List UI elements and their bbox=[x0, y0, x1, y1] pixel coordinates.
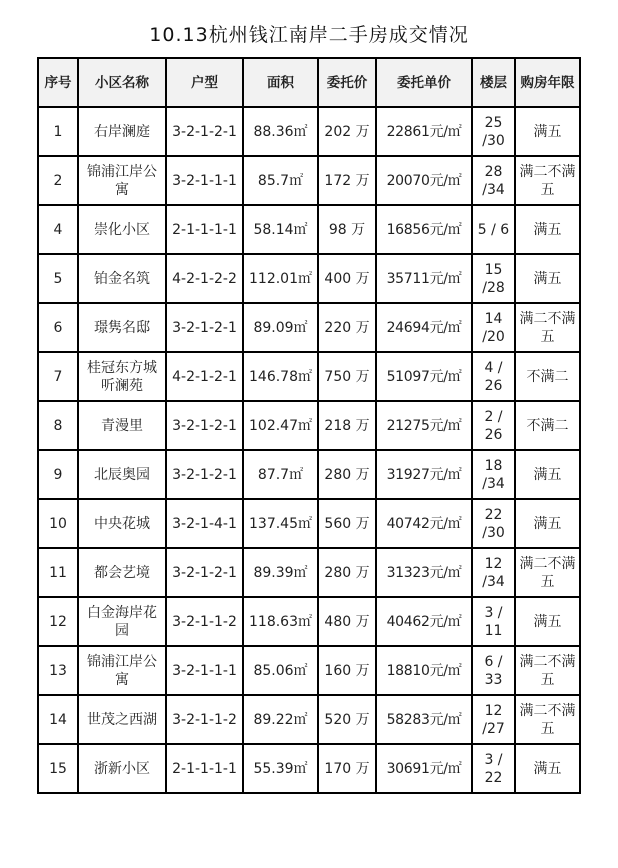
cell-index: 1 bbox=[38, 107, 78, 156]
cell-unit-price: 35711元/㎡ bbox=[376, 254, 472, 303]
header-community-name: 小区名称 bbox=[78, 58, 166, 107]
cell-listing-price: 480 万 bbox=[318, 597, 376, 646]
cell-layout: 3-2-1-1-1 bbox=[166, 156, 243, 205]
cell-index: 5 bbox=[38, 254, 78, 303]
cell-index: 10 bbox=[38, 499, 78, 548]
cell-floor: 3 / 22 bbox=[472, 744, 515, 793]
table-row bbox=[38, 401, 580, 450]
cell-listing-price: 520 万 bbox=[318, 695, 376, 744]
cell-unit-price: 31323元/㎡ bbox=[376, 548, 472, 597]
cell-unit-price: 20070元/㎡ bbox=[376, 156, 472, 205]
cell-area: 87.7㎡ bbox=[243, 450, 318, 499]
cell-holding-period: 满五 bbox=[515, 254, 580, 303]
cell-listing-price: 218 万 bbox=[318, 401, 376, 450]
cell-community-name: 浙新小区 bbox=[78, 744, 166, 793]
cell-area: 118.63㎡ bbox=[243, 597, 318, 646]
cell-holding-period: 满五 bbox=[515, 107, 580, 156]
cell-index: 8 bbox=[38, 401, 78, 450]
cell-layout: 3-2-1-2-1 bbox=[166, 401, 243, 450]
cell-holding-period: 满二不满五 bbox=[515, 156, 580, 205]
cell-layout: 4-2-1-2-1 bbox=[166, 352, 243, 401]
cell-floor: 4 / 26 bbox=[472, 352, 515, 401]
cell-floor: 22 /30 bbox=[472, 499, 515, 548]
cell-listing-price: 202 万 bbox=[318, 107, 376, 156]
cell-area: 112.01㎡ bbox=[243, 254, 318, 303]
cell-unit-price: 40742元/㎡ bbox=[376, 499, 472, 548]
cell-community-name: 崇化小区 bbox=[78, 205, 166, 254]
cell-community-name: 北辰奥园 bbox=[78, 450, 166, 499]
header-unit-price: 委托单价 bbox=[376, 58, 472, 107]
cell-layout: 3-2-1-4-1 bbox=[166, 499, 243, 548]
table-row bbox=[38, 303, 580, 352]
cell-community-name: 青漫里 bbox=[78, 401, 166, 450]
cell-listing-price: 220 万 bbox=[318, 303, 376, 352]
cell-unit-price: 16856元/㎡ bbox=[376, 205, 472, 254]
cell-holding-period: 满五 bbox=[515, 597, 580, 646]
cell-layout: 3-2-1-1-2 bbox=[166, 597, 243, 646]
cell-layout: 3-2-1-2-1 bbox=[166, 303, 243, 352]
cell-floor: 5 / 6 bbox=[472, 205, 515, 254]
cell-community-name: 世茂之西湖 bbox=[78, 695, 166, 744]
cell-listing-price: 750 万 bbox=[318, 352, 376, 401]
cell-listing-price: 170 万 bbox=[318, 744, 376, 793]
cell-unit-price: 40462元/㎡ bbox=[376, 597, 472, 646]
cell-layout: 3-2-1-1-2 bbox=[166, 695, 243, 744]
cell-layout: 3-2-1-2-1 bbox=[166, 548, 243, 597]
table-row bbox=[38, 695, 580, 744]
cell-community-name: 右岸澜庭 bbox=[78, 107, 166, 156]
cell-index: 7 bbox=[38, 352, 78, 401]
cell-unit-price: 18810元/㎡ bbox=[376, 646, 472, 695]
cell-area: 85.7㎡ bbox=[243, 156, 318, 205]
cell-holding-period: 不满二 bbox=[515, 401, 580, 450]
table-row bbox=[38, 597, 580, 646]
header-layout: 户型 bbox=[166, 58, 243, 107]
cell-listing-price: 560 万 bbox=[318, 499, 376, 548]
cell-index: 14 bbox=[38, 695, 78, 744]
table-row bbox=[38, 205, 580, 254]
cell-index: 12 bbox=[38, 597, 78, 646]
cell-floor: 14 /20 bbox=[472, 303, 515, 352]
cell-area: 89.22㎡ bbox=[243, 695, 318, 744]
cell-index: 15 bbox=[38, 744, 78, 793]
cell-floor: 2 / 26 bbox=[472, 401, 515, 450]
cell-layout: 4-2-1-2-2 bbox=[166, 254, 243, 303]
cell-community-name: 都会艺境 bbox=[78, 548, 166, 597]
cell-layout: 2-1-1-1-1 bbox=[166, 744, 243, 793]
transactions-table bbox=[37, 57, 581, 794]
cell-layout: 3-2-1-2-1 bbox=[166, 450, 243, 499]
table-row bbox=[38, 450, 580, 499]
cell-area: 88.36㎡ bbox=[243, 107, 318, 156]
cell-listing-price: 160 万 bbox=[318, 646, 376, 695]
cell-index: 9 bbox=[38, 450, 78, 499]
cell-holding-period: 满五 bbox=[515, 205, 580, 254]
cell-index: 2 bbox=[38, 156, 78, 205]
cell-area: 55.39㎡ bbox=[243, 744, 318, 793]
table-row bbox=[38, 499, 580, 548]
cell-unit-price: 31927元/㎡ bbox=[376, 450, 472, 499]
table-row bbox=[38, 107, 580, 156]
cell-floor: 25 /30 bbox=[472, 107, 515, 156]
table-row bbox=[38, 744, 580, 793]
header-floor: 楼层 bbox=[472, 58, 515, 107]
cell-floor: 12 /34 bbox=[472, 548, 515, 597]
cell-listing-price: 98 万 bbox=[318, 205, 376, 254]
table-row bbox=[38, 352, 580, 401]
cell-floor: 12 /27 bbox=[472, 695, 515, 744]
cell-unit-price: 24694元/㎡ bbox=[376, 303, 472, 352]
cell-holding-period: 不满二 bbox=[515, 352, 580, 401]
cell-listing-price: 280 万 bbox=[318, 450, 376, 499]
header-index: 序号 bbox=[38, 58, 78, 107]
cell-layout: 3-2-1-1-1 bbox=[166, 646, 243, 695]
cell-holding-period: 满五 bbox=[515, 450, 580, 499]
cell-index: 13 bbox=[38, 646, 78, 695]
cell-listing-price: 280 万 bbox=[318, 548, 376, 597]
header-row bbox=[38, 58, 580, 107]
cell-unit-price: 22861元/㎡ bbox=[376, 107, 472, 156]
cell-floor: 28 /34 bbox=[472, 156, 515, 205]
table-row bbox=[38, 548, 580, 597]
cell-floor: 6 / 33 bbox=[472, 646, 515, 695]
header-holding-period: 购房年限 bbox=[515, 58, 580, 107]
header-area: 面积 bbox=[243, 58, 318, 107]
cell-holding-period: 满五 bbox=[515, 744, 580, 793]
cell-area: 137.45㎡ bbox=[243, 499, 318, 548]
cell-area: 146.78㎡ bbox=[243, 352, 318, 401]
cell-holding-period: 满二不满五 bbox=[515, 303, 580, 352]
cell-holding-period: 满二不满五 bbox=[515, 548, 580, 597]
cell-area: 58.14㎡ bbox=[243, 205, 318, 254]
cell-index: 6 bbox=[38, 303, 78, 352]
table-row bbox=[38, 156, 580, 205]
cell-community-name: 桂冠东方城听澜苑 bbox=[78, 352, 166, 401]
cell-area: 102.47㎡ bbox=[243, 401, 318, 450]
cell-area: 85.06㎡ bbox=[243, 646, 318, 695]
cell-listing-price: 172 万 bbox=[318, 156, 376, 205]
cell-unit-price: 21275元/㎡ bbox=[376, 401, 472, 450]
cell-index: 11 bbox=[38, 548, 78, 597]
cell-unit-price: 51097元/㎡ bbox=[376, 352, 472, 401]
cell-holding-period: 满二不满五 bbox=[515, 695, 580, 744]
cell-community-name: 白金海岸花园 bbox=[78, 597, 166, 646]
cell-unit-price: 58283元/㎡ bbox=[376, 695, 472, 744]
cell-floor: 3 / 11 bbox=[472, 597, 515, 646]
cell-unit-price: 30691元/㎡ bbox=[376, 744, 472, 793]
cell-floor: 15 /28 bbox=[472, 254, 515, 303]
page-title: 10.13杭州钱江南岸二手房成交情况 bbox=[149, 24, 469, 46]
cell-community-name: 璟隽名邸 bbox=[78, 303, 166, 352]
header-listing-price: 委托价 bbox=[318, 58, 376, 107]
cell-area: 89.09㎡ bbox=[243, 303, 318, 352]
cell-holding-period: 满二不满五 bbox=[515, 646, 580, 695]
cell-community-name: 铂金名筑 bbox=[78, 254, 166, 303]
table-row bbox=[38, 254, 580, 303]
cell-index: 4 bbox=[38, 205, 78, 254]
cell-area: 89.39㎡ bbox=[243, 548, 318, 597]
table-row bbox=[38, 646, 580, 695]
cell-community-name: 锦浦江岸公寓 bbox=[78, 646, 166, 695]
cell-community-name: 锦浦江岸公寓 bbox=[78, 156, 166, 205]
cell-listing-price: 400 万 bbox=[318, 254, 376, 303]
cell-layout: 2-1-1-1-1 bbox=[166, 205, 243, 254]
cell-floor: 18 /34 bbox=[472, 450, 515, 499]
cell-holding-period: 满五 bbox=[515, 499, 580, 548]
cell-layout: 3-2-1-2-1 bbox=[166, 107, 243, 156]
cell-community-name: 中央花城 bbox=[78, 499, 166, 548]
